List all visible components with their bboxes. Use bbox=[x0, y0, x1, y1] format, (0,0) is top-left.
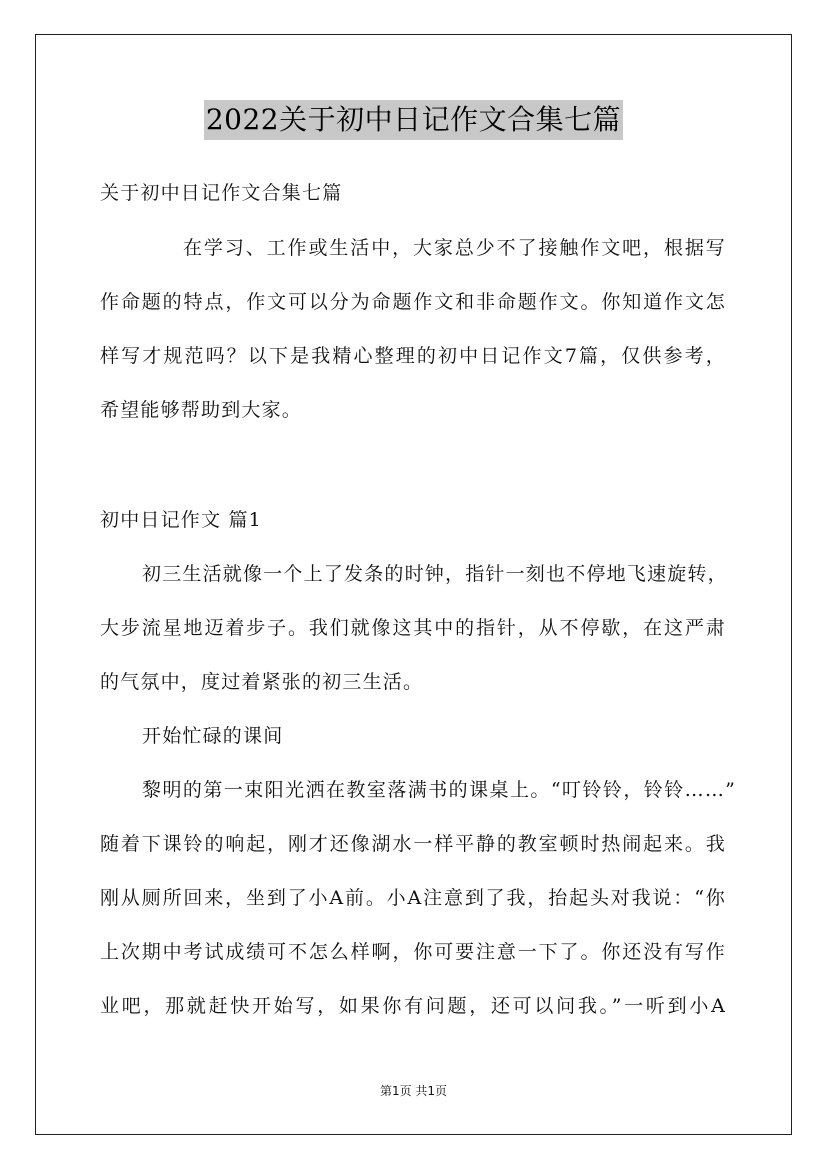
intro-line-3: 样写才规范吗？以下是我精心整理的初中日记作文7篇，仅供参考， bbox=[100, 345, 726, 367]
para1-line-3: 的气氛中，度过着紧张的初三生活。 bbox=[100, 671, 424, 693]
intro-line-4: 希望能够帮助到大家。 bbox=[100, 399, 303, 421]
intro-line-2: 作命题的特点，作文可以分为命题作文和非命题作文。你知道作文怎 bbox=[100, 291, 726, 313]
intro-line-1: 在学习、工作或生活中，大家总少不了接触作文吧，根据写 bbox=[183, 237, 726, 259]
section-heading: 初中日记作文 篇1 bbox=[100, 509, 262, 531]
para2-line-3: 刚从厕所回来，坐到了小A前。小A注意到了我，抬起头对我说：“你 bbox=[100, 887, 726, 909]
document-subtitle: 关于初中日记作文合集七篇 bbox=[100, 182, 343, 204]
para1-line-1: 初三生活就像一个上了发条的时钟，指针一刻也不停地飞速旋转， bbox=[142, 563, 728, 585]
sub-heading: 开始忙碌的课间 bbox=[142, 725, 284, 747]
para2-line-5: 业吧，那就赶快开始写，如果你有问题，还可以问我。”一听到小A bbox=[100, 995, 726, 1017]
document-title: 2022关于初中日记作文合集七篇 bbox=[204, 100, 623, 140]
title-wrap bbox=[0, 100, 827, 140]
para2-line-1: 黎明的第一束阳光洒在教室落满书的课桌上。“叮铃铃，铃铃……” bbox=[142, 779, 736, 801]
para2-line-4: 上次期中考试成绩可不怎么样啊，你可要注意一下了。你还没有写作 bbox=[100, 941, 726, 963]
page-number: 第1页 共1页 bbox=[379, 1084, 448, 1098]
para2-line-2: 随着下课铃的响起，刚才还像湖水一样平静的教室顿时热闹起来。我 bbox=[100, 833, 726, 855]
para1-line-2: 大步流星地迈着步子。我们就像这其中的指针，从不停歇，在这严肃 bbox=[100, 617, 726, 639]
